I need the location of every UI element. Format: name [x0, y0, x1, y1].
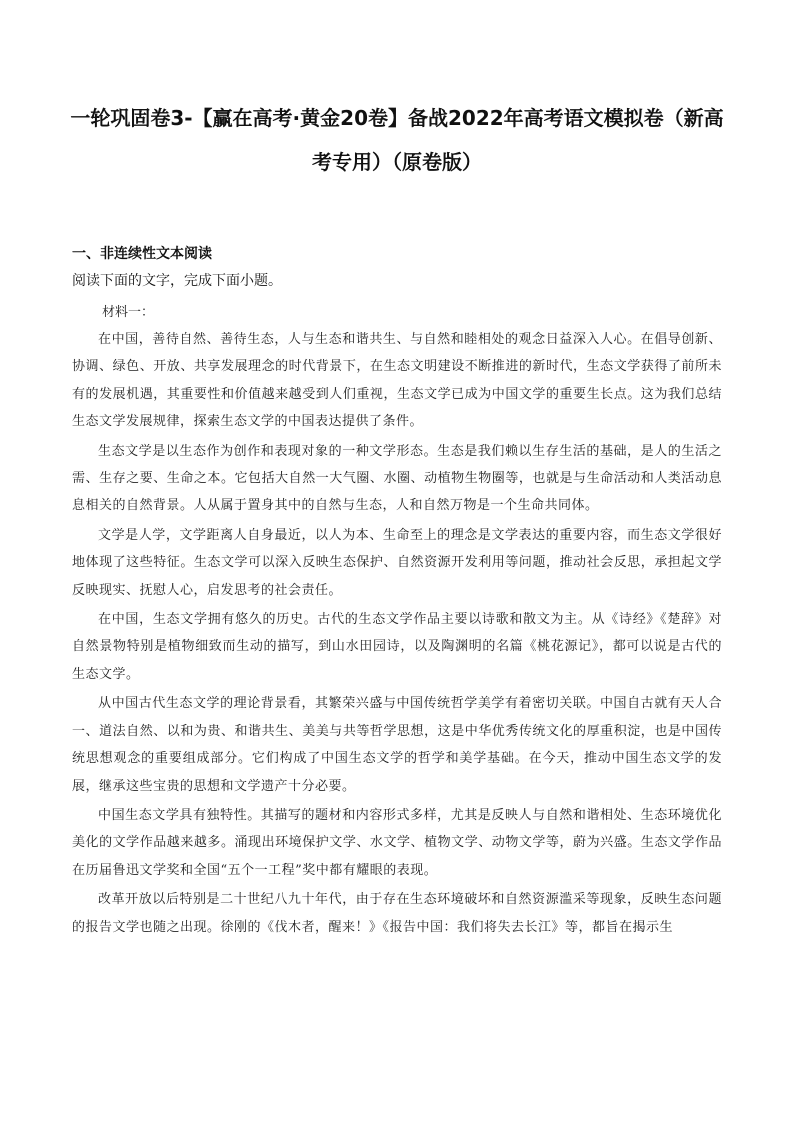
paragraph: 生态文学是以生态作为创作和表现对象的一种文学形态。生态是我们赖以生存生活的基础，是人的生活之需、生存之要、生命之本。它包括大自然一大气圈、水圈、动植物生物圈等，也就是与生命活动和人类活动息息相关的自然背景。人从属于置身其中的自然与生态，人和自然万物是一个生命共同体。 [72, 443, 722, 514]
paragraph: 从中国古代生态文学的理论背景看，其繁荣兴盛与中国传统哲学美学有着密切关联。中国自古就有天人合一、道法自然、以和为贵、和谐共生、美美与共等哲学思想，这是中华优秀传统文化的厚重积淀，也是中国传统思想观念的重要组成部分。它们构成了中国生态文学的哲学和美学基础。在今天，推动中国生态文学的发展，继承这些宝贵的思想和文学遗产十分必要。 [72, 696, 722, 794]
paragraph: 中国生态文学具有独特性。其描写的题材和内容形式多样，尤其是反映人与自然和谐相处、生态环境优化美化的文学作品越来越多。涌现出环境保护文学、水文学、植物文学、动物文学等，蔚为兴盛。生态文学作品在历届鲁迅文学奖和全国“五个一工程”奖中都有耀眼的表现。 [72, 807, 722, 878]
paragraph: 在中国，生态文学拥有悠久的历史。古代的生态文学作品主要以诗歌和散文为主。从《诗经》《楚辞》对自然景物特别是植物细致而生动的描写，到山水田园诗，以及陶渊明的名篇《桃花源记》，都可以说是古代的生态文学。 [72, 612, 722, 682]
material-label: 材料一： [102, 305, 155, 320]
material-body [72, 326, 722, 943]
section-heading: 一、非连续性文本阅读 [72, 246, 212, 262]
paragraph: 改革开放以后特别是二十世纪八九十年代，由于存在生态环境破坏和自然资源滥采等现象，反映生态问题的报告文学也随之出现。徐刚的《伐木者，醒来！》《报告中国：我们将失去长江》等，都旨在揭示生 [72, 892, 722, 935]
paragraph: 在中国，善待自然、善待生态，人与生态和谐共生、与自然和睦相处的观念日益深入人心。在倡导创新、协调、绿色、开放、共享发展理念的时代背景下，在生态文明建设不断推进的新时代，生态文学获得了前所未有的发展机遇，其重要性和价值越来越受到人们重视，生态文学已成为中国文学的重要生长点。这为我们总结生态文学发展规律，探索生态文学的中国表达提供了条件。 [72, 332, 722, 430]
document-title: 一轮巩固卷3-【赢在高考·黄金20卷】备战2022年高考语文模拟卷（新高考专用）（原卷版） [70, 106, 724, 174]
reading-instruction: 阅读下面的文字，完成下面小题。 [72, 273, 282, 289]
paragraph: 文学是人学，文学距离人自身最近，以人为本、生命至上的理念是文学表达的重要内容，而生态文学很好地体现了这些特征。生态文学可以深入反映生态保护、自然资源开发利用等问题，推动社会反思，承担起文学反映现实、抚慰人心，启发思考的社会责任。 [72, 527, 722, 598]
